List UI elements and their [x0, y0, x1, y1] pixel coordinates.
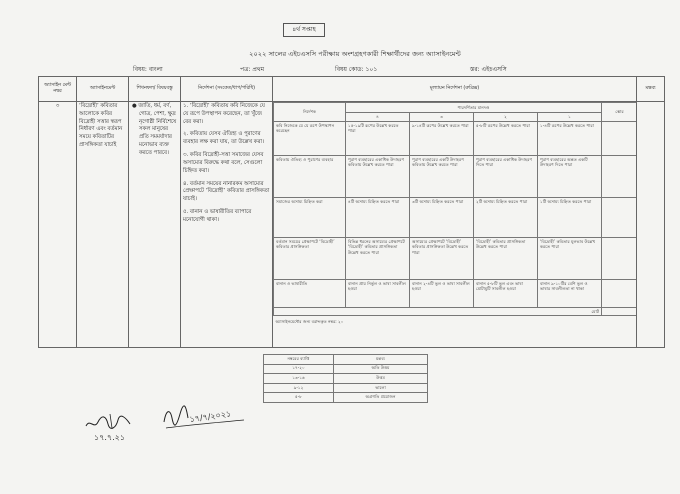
rubric-score-header: স্কোর: [602, 103, 637, 122]
rubric-level: ২: [474, 113, 538, 122]
col-header-number: অ্যাসাইন মেন্ট নম্বর: [39, 77, 77, 102]
col-header-remarks: মন্তব্য: [637, 77, 665, 102]
rubric-cell-item: বিভিন্ন ধরনের অসাম্যের প্রেক্ষাপটে ‘বিদ্রোহী’ কবিতার প্রাসঙ্গিকতা উল্লেখ করতে পারা: [346, 237, 410, 279]
grade-range: ১৭-২০: [264, 364, 334, 374]
rubric-marks-row: [274, 316, 637, 326]
rubric-row: [274, 197, 637, 237]
rubric-cell-item: ৯-১৪টি রূপের উল্লেখ করতে পারা: [410, 121, 474, 155]
rubric-cell-item: পুরাণ ব্যবহারের অন্তত একটি উদাহরণ দিতে পারা: [538, 155, 602, 197]
instructions-cell: [181, 102, 273, 348]
rubric-indicator: কবি নিজেকে যে যে রূপে উপস্থাপন করেছেন: [274, 121, 346, 155]
grade-range: ১৩-১৬: [264, 374, 334, 384]
rubric-level: ১: [538, 113, 602, 122]
grade-table: [263, 354, 428, 403]
code-meta: [335, 64, 377, 75]
signature-right: [160, 400, 250, 440]
page-title: ২০২২ সালের এইচএসসি পরীক্ষায় অংশগ্রহণকারী শিক্ষার্থীদের জন্য অ্যাসাইনমেন্ট: [249, 50, 461, 58]
grade-range: ৯-১২: [264, 383, 334, 393]
table-header-row: [39, 77, 665, 102]
rubric-indicator-header: নির্দেশক: [274, 103, 346, 122]
remarks-cell: [637, 102, 665, 348]
signature-right-date: ১৭/৭/২০২১: [189, 409, 232, 424]
rubric-row: [274, 237, 637, 279]
assignment-number: ৩: [39, 102, 77, 348]
rubric-row: [274, 121, 637, 155]
rubric-levels-header: পারদর্শিতার মানদণ্ড: [346, 103, 602, 113]
rubric-cell-item: ১৫-১৯টি রূপের উল্লেখ করতে পারা: [346, 121, 410, 155]
instruction-item: ৪. বর্তমান সময়ের নানারকম অসাম্যের প্রেক্ষাপটে ‘বিদ্রোহী’ কবিতার প্রাসঙ্গিকতা যাচাই।: [183, 180, 270, 203]
rubric-indicator: কবিতায় ঐতিহ্য ও পুরাণের ব্যবহার: [274, 155, 346, 197]
rubric-cell-item: বানান ২-৪টি ভুল ও ভাষা সাবলীল হওয়া: [410, 279, 474, 307]
assignment-table: [38, 76, 665, 348]
grade-header-row: [264, 355, 428, 365]
rubric-indicator: বর্তমান সময়ের প্রেক্ষাপটে ‘বিদ্রোহী’ কবিতার প্রাসঙ্গিকতা: [274, 237, 346, 279]
grade-row: [264, 374, 428, 384]
grade-row: [264, 364, 428, 374]
grade-remark: ভালো: [334, 383, 428, 393]
rubric-level: ৪: [346, 113, 410, 122]
rubric-total-cell: [602, 307, 637, 316]
rubric-cell-item: ১-৪টি রূপের উল্লেখ করতে পারা: [538, 121, 602, 155]
col-header-content: শিখনফল/ বিষয়বস্তু: [129, 77, 181, 102]
grade-remark: অগ্রগতি প্রয়োজন: [334, 393, 428, 403]
rubric-score-cell: [602, 121, 637, 155]
rubric-score-cell: [602, 155, 637, 197]
grade-remark: অতি উত্তম: [334, 364, 428, 374]
subject-label: বিষয়: বাংলা: [133, 66, 163, 73]
rubric-level: ৩: [410, 113, 474, 122]
col-header-instructions: নির্দেশনা (সংকেত/ধাপ/পরিধি): [181, 77, 273, 102]
rubric-cell-item: ৫-৮টি রূপের উল্লেখ করতে পারা: [474, 121, 538, 155]
rubric-cell-item: বানান ৯-১০টির বেশি ভুল ও ভাষার সাবলীলতা না থাকা: [538, 279, 602, 307]
col-header-assignment: অ্যাসাইনমেন্ট: [77, 77, 129, 102]
rubric-indicator: বানান ও ভাষারীতি: [274, 279, 346, 307]
rubric-cell-item: ৪টি অসাম্য চিহ্নিত করতে পারা: [346, 197, 410, 237]
week-label: ৪র্থ সপ্তাহ: [283, 23, 325, 37]
level-label: স্তর: এইচএসসি: [470, 66, 507, 73]
col-header-rubric: মূল্যায়ন নির্দেশনা (রুব্রিক্স): [273, 77, 637, 102]
rubric-cell-item: পুরাণ ব্যবহারের একাধিক উদাহরণ কবিতায় উল্লেখ করতে পারা: [346, 155, 410, 197]
assignment-topic: ‘বিদ্রোহী’ কবিতার আলোকে কবির বিদ্রোহী সত্তার স্বরূপ নির্ধারণ এবং বর্তমান সময়ে কবিতাটির প্রাসঙ্গিকতা যাচাই: [77, 102, 129, 348]
instruction-item: ২. কবিতায় যেসব ঐতিহ্য ও পুরাণের ব্যবহার লক্ষ করা যায়, তা উল্লেখ করা।: [183, 131, 265, 146]
instruction-item: ১. ‘বিদ্রোহী’ কবিতায় কবি নিজেকে যে যে রূপে উপস্থাপন করেছেন, তা খুঁজে বের করা।: [183, 103, 265, 125]
grade-range: ৫-৮: [264, 393, 334, 403]
signature-left-date: ১৭.৭.২১: [94, 433, 126, 442]
learning-outcome: [129, 102, 181, 348]
paper-meta: [240, 64, 264, 75]
rubric-total-label: মোট: [274, 307, 602, 316]
rubric-header-row: [274, 103, 637, 113]
rubric-total-row: [274, 307, 637, 316]
rubric-cell-item: ‘বিদ্রোহী’ কবিতার মূলভাব উল্লেখ করতে পারা: [538, 237, 602, 279]
grade-remark: উত্তম: [334, 374, 428, 384]
rubric-indicator: সমাজের অসাম্য চিহ্নিত করা: [274, 197, 346, 237]
rubric-cell: [273, 102, 637, 348]
rubric-cell-item: বানান ৫-৮টি ভুল এবং ভাষা মোটামুটি সাবলীল হওয়া: [474, 279, 538, 307]
rubric-row: [274, 279, 637, 307]
rubric-score-cell: [602, 197, 637, 237]
learning-outcome-item: ● জাতি, ধর্ম, বর্ণ, গোত্র, পেশা, ক্ষুদ্র নৃগোষ্ঠী নির্বিশেষে সকল মানুষের প্রতি সমমর্যাদার মনোভাব ব্যক্ত করতে পারবে।: [139, 103, 178, 158]
grade-header-range: নম্বরের ব্যাপ্তি: [264, 355, 334, 365]
subject-code-label: বিষয় কোড: ১০১: [335, 66, 378, 73]
rubric-cell-item: পুরাণ ব্যবহারের একাধিক উদাহরণ দিতে পারা: [474, 155, 538, 197]
allocated-marks: অ্যাসাইনমেন্টের জন্য বরাদ্দকৃত নম্বর: ২০: [275, 319, 344, 325]
paper-label: পত্র: প্রথম: [240, 66, 265, 73]
rubric-row: [274, 155, 637, 197]
table-row: [39, 102, 665, 348]
rubric-table: [273, 102, 637, 326]
instruction-item: ৫. বানান ও ভাষারীতির ব্যাপারে মনোযোগী থাকা।: [183, 209, 252, 223]
level-meta: [470, 64, 507, 75]
signature-left: [82, 408, 142, 444]
rubric-score-cell: [602, 279, 637, 307]
rubric-cell-item: ১টি অসাম্য চিহ্নিত করতে পারা: [538, 197, 602, 237]
rubric-cell-item: অসাম্যের প্রেক্ষাপটে ‘বিদ্রোহী’ কবিতার প্রাসঙ্গিকতা উল্লেখ করতে পারা: [410, 237, 474, 279]
instruction-item: ৩. কবির বিদ্রোহী-সত্তা সমাজের যেসব অসাম্যের বিরুদ্ধে কথা বলে, সেগুলো চিহ্নিত করা।: [183, 152, 264, 174]
subject-meta: [133, 64, 163, 75]
grade-header-remark: মন্তব্য: [334, 355, 428, 365]
grade-row: [264, 383, 428, 393]
rubric-cell-item: ‘বিদ্রোহী’ কবিতার প্রাসঙ্গিকতা উল্লেখ করতে পারা: [474, 237, 538, 279]
rubric-score-cell: [602, 237, 637, 279]
grade-row: [264, 393, 428, 403]
rubric-cell-item: পুরাণ ব্যবহারের একটি উদাহরণ কবিতায় উল্লেখ করতে পারা: [410, 155, 474, 197]
rubric-cell-item: ২টি অসাম্য চিহ্নিত করতে পারা: [474, 197, 538, 237]
rubric-cell-item: ৩টি অসাম্য চিহ্নিত করতে পারা: [410, 197, 474, 237]
rubric-cell-item: বানান প্রায় নির্ভুল ও ভাষা সাবলীল হওয়া: [346, 279, 410, 307]
